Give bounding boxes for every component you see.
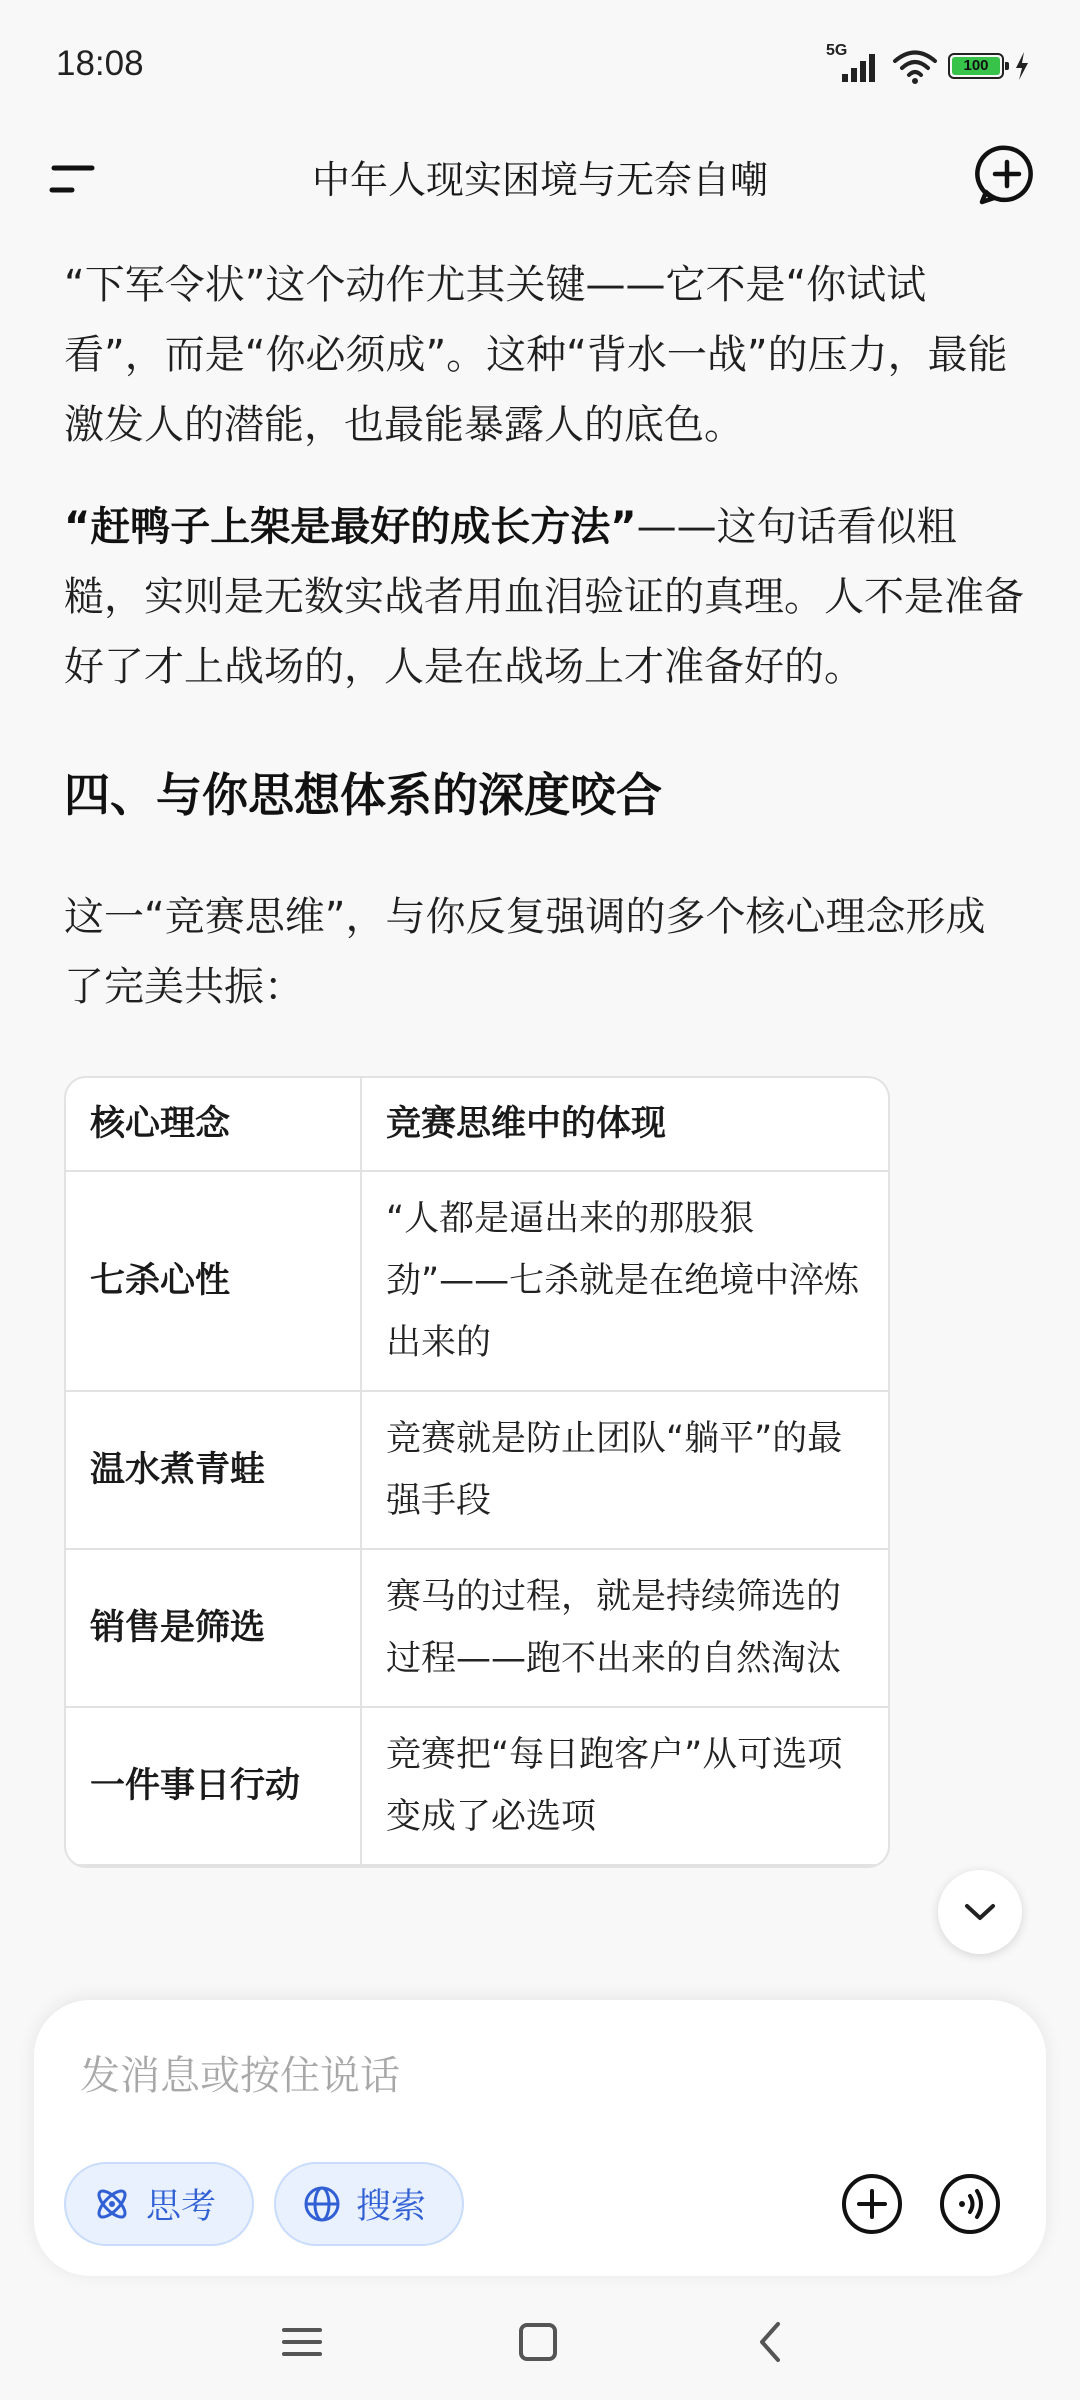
status-icons (826, 42, 1030, 86)
scroll-to-bottom-button[interactable] (938, 1870, 1022, 1954)
table-cell-detail: “人都是逼出来的那股狠劲”——七杀就是在绝境中淬炼出来的 (361, 1171, 888, 1391)
charging-bolt-icon (1014, 51, 1030, 81)
section-heading: 四、与你思想体系的深度咬合 (64, 768, 662, 822)
table-row (66, 1549, 888, 1707)
table-cell-concept: 七杀心性 (66, 1171, 361, 1391)
atom-icon (92, 2184, 132, 2224)
table-cell-detail: 竞赛把“每日跑客户”从可选项变成了必选项 (361, 1707, 888, 1865)
table-cell-concept: 一件事日行动 (66, 1707, 361, 1865)
table-cell-concept: 销售是筛选 (66, 1549, 361, 1707)
message-composer (34, 2000, 1046, 2276)
network-type-label: 5G (826, 42, 848, 59)
table-row (66, 1707, 888, 1865)
chat-message-content (64, 250, 1024, 1868)
search-label: 搜索 (356, 2187, 427, 2227)
cellular-signal-icon (826, 42, 882, 86)
status-bar (0, 0, 1080, 130)
table-cell-concept: 温水煮青蛙 (66, 1391, 361, 1549)
home-icon[interactable] (510, 2314, 566, 2370)
search-toggle-button[interactable] (274, 2162, 464, 2246)
bold-quote: “赶鸭子上架是最好的成长方法” (64, 504, 637, 550)
think-label: 思考 (146, 2187, 217, 2227)
paragraph-military-order: “下军令状”这个动作尤其关键——它不是“你试试看”，而是“你必须成”。这种“背水一战”的压力，最能激发人的潜能，也最能暴露人的底色。 (64, 262, 1008, 448)
new-chat-icon[interactable] (974, 142, 1040, 208)
table-header-cell: 竞赛思维中的体现 (361, 1078, 888, 1171)
app-bar (0, 130, 1080, 230)
paragraph-growth-text: ——这句话看似粗糙，实则是无数实战者用血泪验证的真理。人不是准备好了才上战场的，人是在战场上才准备好的。 (64, 504, 1024, 690)
table-row (66, 1391, 888, 1549)
table-header-cell: 核心理念 (66, 1078, 361, 1171)
table-header-row (66, 1078, 888, 1171)
recent-apps-icon[interactable] (274, 2314, 330, 2370)
voice-call-button[interactable] (938, 2172, 1002, 2236)
table-cell-detail: 竞赛就是防止团队“躺平”的最强手段 (361, 1391, 888, 1549)
paragraph-growth-method (64, 492, 1024, 702)
menu-icon[interactable] (46, 152, 100, 206)
chevron-down-icon (963, 1902, 997, 1922)
paragraph-intro: 这一“竞赛思维”，与你反复强调的多个核心理念形成了完美共振： (64, 894, 986, 1010)
voice-wave-icon (938, 2172, 1002, 2236)
battery-level: 100 (952, 57, 1000, 75)
status-time: 18:08 (56, 44, 144, 83)
system-nav-bar (0, 2290, 1080, 2400)
plus-circle-icon (840, 2172, 904, 2236)
globe-icon (302, 2184, 342, 2224)
table-row (66, 1171, 888, 1391)
table-cell-detail: 赛马的过程，就是持续筛选的过程——跑不出来的自然淘汰 (361, 1549, 888, 1707)
back-icon[interactable] (744, 2314, 800, 2370)
page-title: 中年人现实困境与无奈自嘲 (311, 158, 768, 202)
add-attachment-button[interactable] (840, 2172, 904, 2236)
wifi-icon (892, 47, 938, 85)
concept-table (64, 1076, 890, 1868)
think-toggle-button[interactable] (64, 2162, 254, 2246)
battery-icon (948, 53, 1004, 79)
message-input[interactable] (78, 2040, 882, 2112)
